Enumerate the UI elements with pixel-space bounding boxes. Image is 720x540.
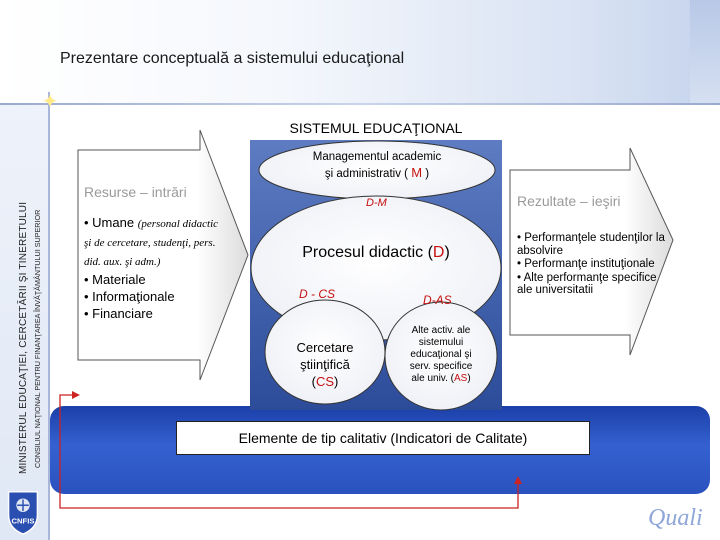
outputs-list xyxy=(517,232,667,298)
other-line5 xyxy=(389,373,493,385)
watermark: Quali xyxy=(648,505,703,531)
management-line2 xyxy=(280,165,474,182)
didactic-code: D xyxy=(432,244,445,261)
dm-link-label: D-M xyxy=(366,197,387,209)
quality-main: Elemente de tip calitativ xyxy=(238,430,387,446)
logo-text: CNFIS xyxy=(11,516,35,526)
research-line1: Cercetare xyxy=(296,340,354,355)
input-item-materials: • Materiale xyxy=(84,272,146,287)
input-item-human-label: • Umane xyxy=(84,215,135,230)
didactic-label xyxy=(262,244,490,262)
other-activities-label xyxy=(389,325,493,385)
council-vertical-label: CONSILIUL NAŢIONAL PENTRU FINANŢAREA ÎNVĂŢĂMÂNTULUI SUPERIOR xyxy=(33,209,42,468)
input-item-information: • Informaţionale xyxy=(84,289,175,304)
didactic-suffix: ) xyxy=(444,244,450,261)
feedback-arrowhead xyxy=(72,391,80,399)
other-line4: serv. specifice xyxy=(409,361,473,372)
research-label xyxy=(275,339,375,390)
output-item-student: • Performanţele studenţilor la absolvire xyxy=(517,232,665,257)
slide-title: Prezentare conceptuală a sistemului educaţional xyxy=(60,50,405,67)
other-code: AS xyxy=(453,373,468,384)
quality-box xyxy=(176,421,590,455)
didactic-prefix: Procesul didactic ( xyxy=(302,244,433,261)
quality-paren: (Indicatori de Calitate) xyxy=(390,430,528,446)
research-code-line: (CS) xyxy=(311,374,339,389)
management-label xyxy=(280,150,474,182)
das-link-label: D-AS xyxy=(423,293,452,307)
inputs-title: Resurse – intrări xyxy=(84,184,187,200)
other-line3: educaţional şi xyxy=(410,349,472,360)
sparkle-icon: ✦ xyxy=(41,91,59,113)
other-line5-prefix: ale univ. ( xyxy=(411,373,454,384)
outputs-title: Rezultate – ieşiri xyxy=(517,193,621,209)
inputs-list xyxy=(84,214,226,322)
input-item-human-note: (personal didactic şi de cercetare, studenţi, pers. did. aux. şi adm.) xyxy=(84,218,219,268)
feedback-arrowhead-top xyxy=(514,476,522,484)
ministry-vertical-label: MINISTERUL EDUCAŢIEI, CERCETĂRII ŞI TINERETULUI xyxy=(18,201,29,474)
management-line1: Managementul academic xyxy=(312,151,442,163)
system-title: SISTEMUL EDUCAŢIONAL xyxy=(289,120,463,136)
output-item-other: • Alte performanţe specifice ale universitatii xyxy=(517,271,657,296)
dcs-link-label: D - CS xyxy=(299,287,335,301)
input-item-human xyxy=(84,214,226,271)
other-line1: Alte activ. ale xyxy=(411,325,471,336)
cnfis-logo xyxy=(2,488,44,536)
other-line5-suffix: ) xyxy=(467,373,471,384)
output-item-institutional: • Performanţe instituţionale xyxy=(517,258,655,270)
management-line2-suffix: ) xyxy=(425,168,430,180)
management-code: M xyxy=(411,165,423,180)
research-line2: ştiinţifică xyxy=(300,357,350,372)
other-line2: sistemului xyxy=(418,337,464,348)
input-item-financial: • Financiare xyxy=(84,306,153,321)
research-code: CS xyxy=(315,374,335,389)
management-line2-prefix: şi administrativ ( xyxy=(324,168,408,180)
